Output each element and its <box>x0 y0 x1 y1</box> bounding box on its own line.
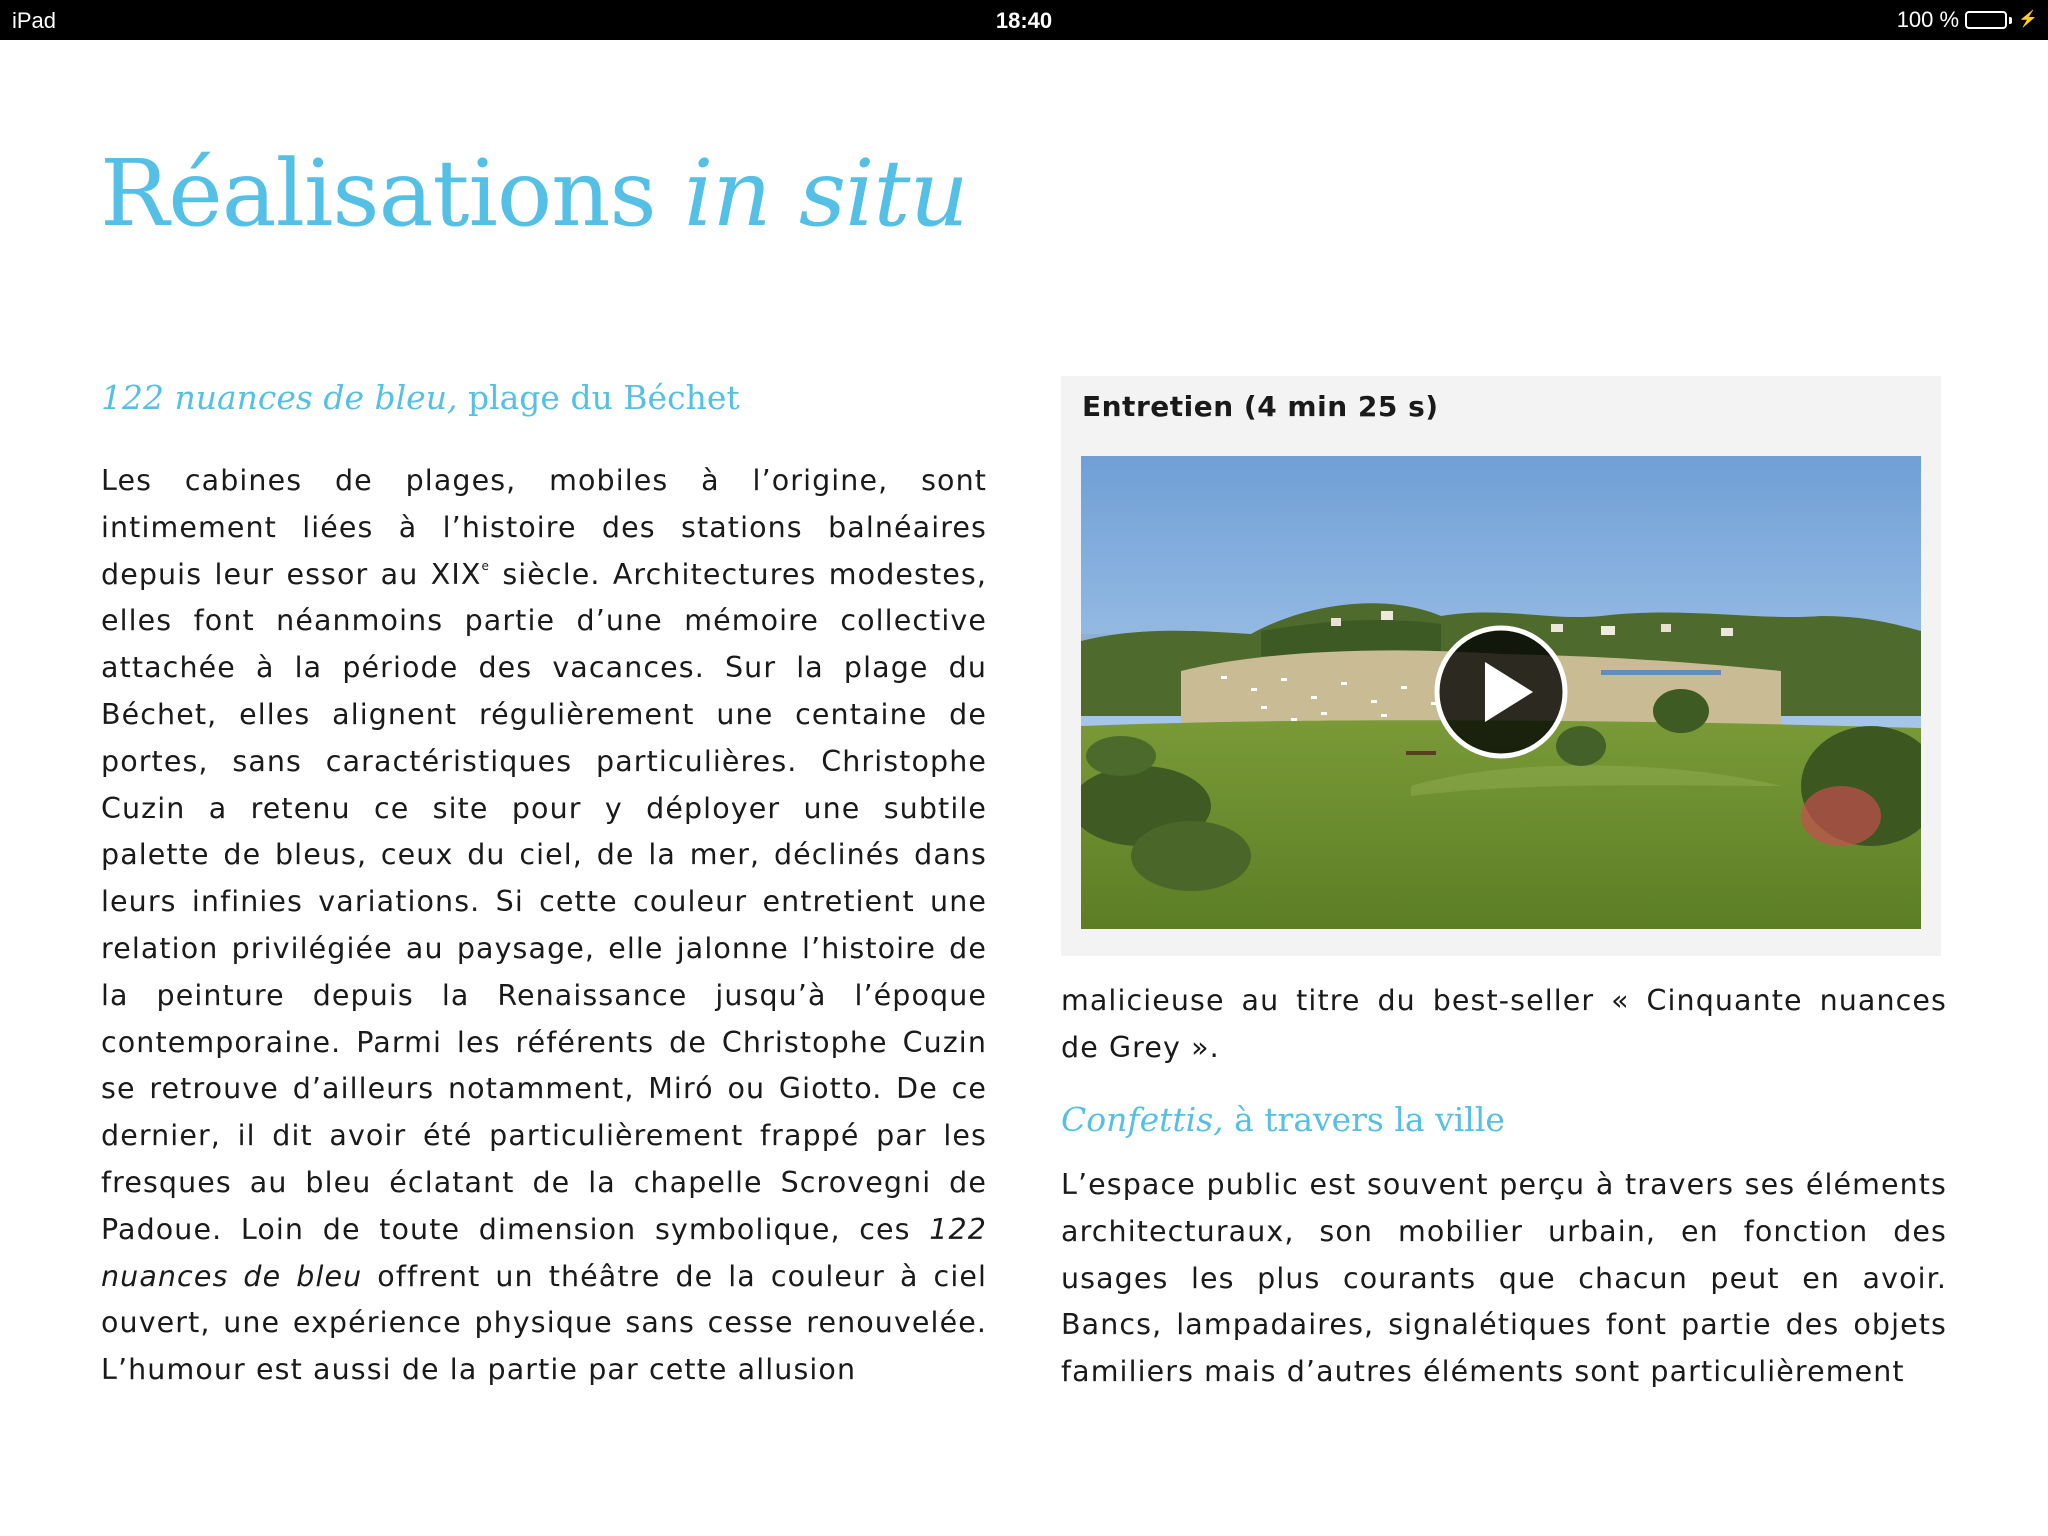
page-title-main: Réalisations <box>100 140 684 247</box>
body-text: offrent un théâtre de la couleur à ciel ouvert, une expérience physique sans cesse renouvelée. L’humour est aussi de la partie par cette allusion <box>101 1259 987 1387</box>
video-caption: Entretien (4 min 25 s) <box>1082 390 1439 423</box>
video-player[interactable] <box>1081 456 1921 929</box>
section-heading-confettis <box>1061 1100 1505 1139</box>
body-text: siècle. Architectures modestes, elles font néanmoins partie d’une mémoire collective attachée à la période des vacances. Sur la plage du Béchet, elles alignent régulièrement une centaine de portes, sans caractéristiques particulières. Christophe Cuzin a retenu ce site pour y déployer une subtile palette de bleus, ceux du ciel, de la mer, déclinés dans leurs infinies variations. Si cette couleur entretient une relation privilégiée au paysage, elle jalonne l’histoire de la peinture depuis la Renaissance jusqu’à l’époque contemporaine. Parmi les référents de Christophe Cuzin se retrouve d’ailleurs notamment, Miró ou Giotto. De ce dernier, il dit avoir été particulièrement frappé par les fresques au bleu éclatant de la chapelle Scrovegni de Padoue. Loin de toute dimension symbolique, ces <box>101 557 987 1246</box>
body-text: Les cabines de plages, mobiles à l’origine, sont intimement liées à l’histoire des stations balnéaires depuis leur essor au XIX <box>101 464 987 591</box>
section-heading-rest: plage du Béchet <box>457 378 740 417</box>
video-card <box>1061 376 1941 956</box>
artwork-title-italic: 122 nuances de bleu <box>101 1212 987 1293</box>
section-heading-italic: 122 nuances de bleu, <box>101 378 458 417</box>
status-time: 18:40 <box>995 8 1053 33</box>
play-icon[interactable] <box>1433 624 1569 760</box>
battery-tip <box>2009 17 2012 24</box>
status-bar <box>0 0 2048 40</box>
article-body-continuation: malicieuse au titre du best-seller « Cinquante nuances de Grey ». <box>1061 984 1947 1064</box>
section-heading-nuances <box>101 378 740 417</box>
bolt-icon: ⚡ <box>2018 11 2038 28</box>
battery-icon <box>1965 11 2007 29</box>
status-right <box>1897 7 2038 33</box>
article-body-left <box>101 458 987 1394</box>
page-title-italic: in situ <box>683 140 968 247</box>
device-name: iPad <box>12 8 57 33</box>
section-heading-italic: Confettis, <box>1061 1100 1224 1139</box>
battery-percentage: 100 % <box>1896 7 1960 32</box>
century-superscript: e <box>481 558 490 573</box>
section-heading-rest: à travers la ville <box>1223 1100 1505 1139</box>
page-title <box>100 140 968 247</box>
article-body-right: L’espace public est souvent perçu à travers ses éléments architecturaux, son mobilier urbain, en fonction des usages les plus courants que chacun peut en avoir. Bancs, lampadaires, signalétiques font partie des objets familiers mais d’autres éléments sont particulièrement <box>1061 1168 1947 1389</box>
